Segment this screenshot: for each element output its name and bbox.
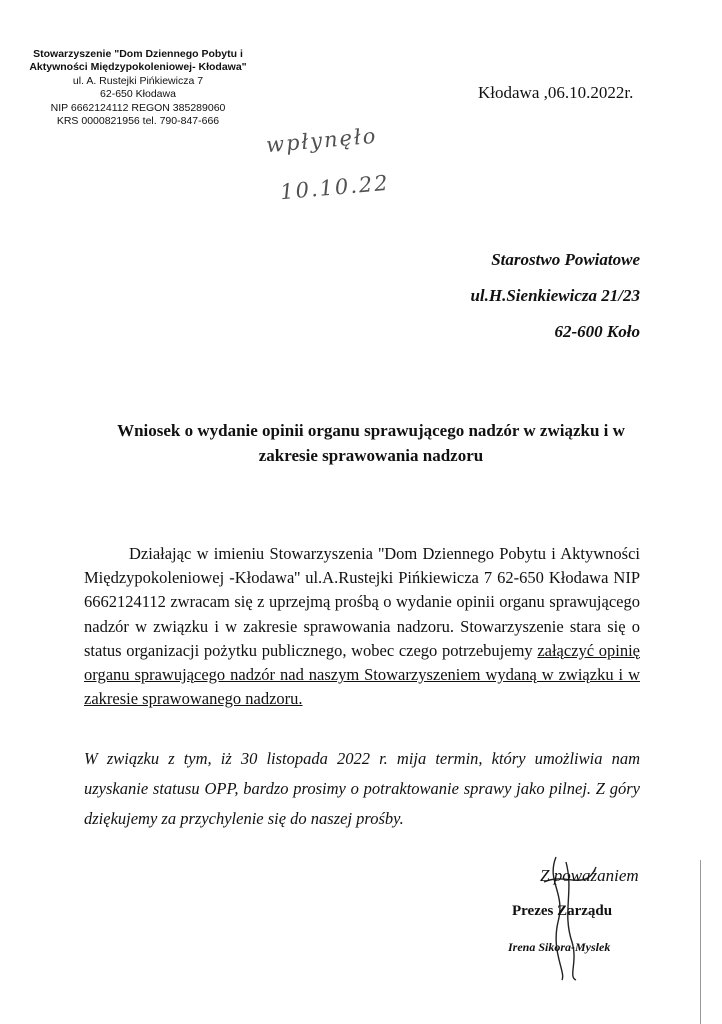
sender-krs-phone: KRS 0000821956 tel. 790-847-666 (56, 115, 220, 128)
signatory-role: Prezes Zarządu (512, 903, 613, 919)
title-line1: Wniosek o wydanie opinii organu sprawującego nadzór w związku i w (117, 421, 625, 440)
recipient-street: ul.H.Sienkiewicza 21/23 (470, 286, 640, 305)
recipient-name: Starostwo Powiatowe (491, 250, 640, 269)
handwritten-receipt-note (265, 123, 390, 205)
sender-name-line1: Stowarzyszenie "Dom Dziennego Pobytu i (33, 48, 243, 60)
urgency-paragraph: W związku z tym, iż 30 listopada 2022 r. mija termin, który umożliwia nam uzyskanie statusu OPP, bardzo prosimy o potraktowanie sprawy jako pilnej. Z góry dziękujemy za przychylenie się do naszej prośby. (84, 749, 640, 828)
body-underlined-text: załączyć opinię organu sprawującego nadzór nad naszym Stowarzyszeniem wydaną w związku i w zakresie sprawowanego nadzoru. (84, 640, 640, 709)
signatory-name: Irena Sikora-Myslek (508, 940, 611, 954)
sender-address: ul. A. Rustejki Pińkiewicza 7 (72, 74, 204, 87)
document-date: Kłodawa ,06.10.2022r. (478, 83, 634, 102)
recipient-block (470, 242, 640, 350)
handwritten-received: wpłynęło (265, 123, 379, 158)
body-paragraph (84, 542, 640, 711)
scan-edge-line (700, 860, 701, 1024)
handwritten-date: 10.10.22 (279, 170, 391, 205)
sender-block (28, 48, 248, 128)
closing-phrase: Z poważaniem (540, 866, 639, 885)
title-line2: zakresie sprawowania nadzoru (258, 446, 484, 465)
sender-postcode: 62-650 Kłodawa (100, 88, 176, 101)
sender-name-line2: Aktywności Międzypokoleniowej- Kłodawa" (29, 61, 247, 74)
recipient-city: 62-600 Koło (554, 322, 640, 341)
body-text: Działając w imieniu Stowarzyszenia ''Dom Dziennego Pobytu i Aktywności Międzypokoleniowej -Kłodawa'' ul.A.Rustejki Pińkiewicza 7 62-650 Kłodawa NIP 6662124112 zwracam się z uprzejmą prośbą o wydanie opinii organu sprawującego nadzór w związku i w zakresie sprawowania nadzoru. Stowarzyszenie stara się o status organizacji pożytku publicznego, wobec czego potrzebujemy (84, 544, 640, 660)
sender-nip-regon: NIP 6662124112 REGON 385289060 (50, 101, 226, 114)
document-title (60, 418, 682, 468)
